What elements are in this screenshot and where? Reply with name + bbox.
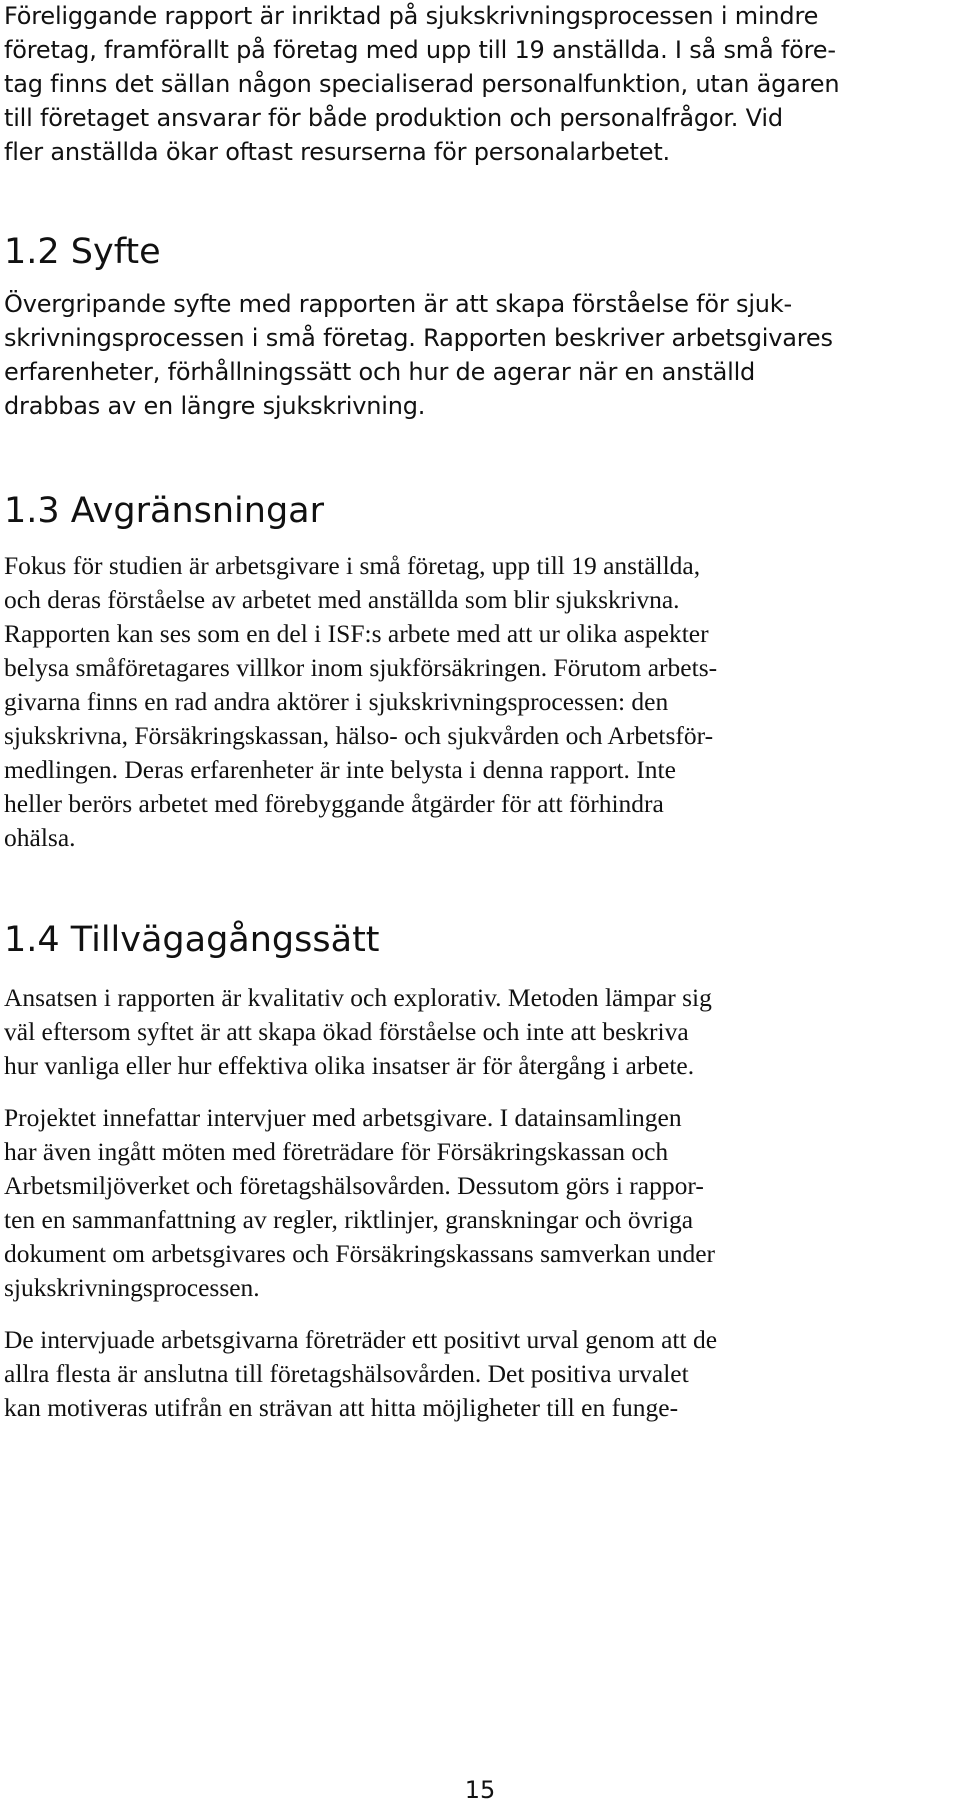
avgransningar-line: Fokus för studien är arbetsgivare i små företag, upp till 19 anställda,	[4, 551, 701, 580]
syfte-line: erfarenheter, förhållningssätt och hur de agerar när en anställd	[4, 358, 756, 386]
syfte-line: skrivningsprocessen i små företag. Rapporten beskriver arbetsgivares	[4, 324, 833, 352]
avgransningar-line: Rapporten kan ses som en del i ISF:s arbete med att ur olika aspekter	[4, 619, 709, 648]
avgransningar-line: belysa småföretagares villkor inom sjukförsäkringen. Förutom arbets-	[4, 653, 718, 682]
intro-line: fler anställda ökar oftast resurserna för personalarbetet.	[4, 138, 670, 166]
section-heading-avgransningar: 1.3 Avgränsningar	[4, 491, 325, 531]
tillvagagangssatt-line: De intervjuade arbetsgivarna företräder ett positivt urval genom att de	[4, 1325, 718, 1354]
tillvagagangssatt-line: ten en sammanfattning av regler, riktlinjer, granskningar och övriga	[4, 1205, 694, 1234]
avgransningar-line: och deras förståelse av arbetet med anställda som blir sjukskrivna.	[4, 585, 680, 614]
tillvagagangssatt-line: väl eftersom syftet är att skapa ökad förståelse och inte att beskriva	[4, 1017, 689, 1046]
syfte-line: drabbas av en längre sjukskrivning.	[4, 392, 426, 420]
intro-line: Föreliggande rapport är inriktad på sjukskrivningsprocessen i mindre	[4, 2, 819, 30]
avgransningar-line: sjukskrivna, Försäkringskassan, hälso- och sjukvården och Arbetsför-	[4, 721, 714, 750]
avgransningar-line: ohälsa.	[4, 823, 76, 852]
tillvagagangssatt-line: hur vanliga eller hur effektiva olika insatser är för återgång i arbete.	[4, 1051, 695, 1080]
section-heading-tillvagagangssatt: 1.4 Tillvägagångssätt	[4, 920, 380, 960]
tillvagagangssatt-line: har även ingått möten med företrädare för Försäkringskassan och	[4, 1137, 669, 1166]
tillvagagangssatt-line: Arbetsmiljöverket och företagshälsovården. Dessutom görs i rappor-	[4, 1171, 704, 1200]
syfte-line: Övergripande syfte med rapporten är att skapa förståelse för sjuk-	[4, 290, 792, 318]
tillvagagangssatt-line: dokument om arbetsgivares och Försäkringskassans samverkan under	[4, 1239, 715, 1268]
tillvagagangssatt-line: allra flesta är anslutna till företagshälsovården. Det positiva urvalet	[4, 1359, 689, 1388]
tillvagagangssatt-line: Ansatsen i rapporten är kvalitativ och explorativ. Metoden lämpar sig	[4, 983, 712, 1012]
avgransningar-line: givarna finns en rad andra aktörer i sjukskrivningsprocessen: den	[4, 687, 669, 716]
tillvagagangssatt-line: Projektet innefattar intervjuer med arbetsgivare. I datainsamlingen	[4, 1103, 682, 1132]
avgransningar-line: heller berörs arbetet med förebyggande åtgärder för att förhindra	[4, 789, 664, 818]
intro-line: företag, framförallt på företag med upp till 19 anställda. I så små före-	[4, 36, 836, 64]
intro-line: tag finns det sällan någon specialiserad personalfunktion, utan ägaren	[4, 70, 840, 98]
tillvagagangssatt-line: sjukskrivningsprocessen.	[4, 1273, 260, 1302]
section-heading-syfte: 1.2 Syfte	[4, 232, 161, 272]
tillvagagangssatt-line: kan motiveras utifrån en strävan att hitta möjligheter till en funge-	[4, 1393, 679, 1422]
intro-line: till företaget ansvarar för både produktion och personalfrågor. Vid	[4, 104, 783, 132]
page-number: 15	[464, 1776, 496, 1804]
avgransningar-line: medlingen. Deras erfarenheter är inte belysta i denna rapport. Inte	[4, 755, 676, 784]
